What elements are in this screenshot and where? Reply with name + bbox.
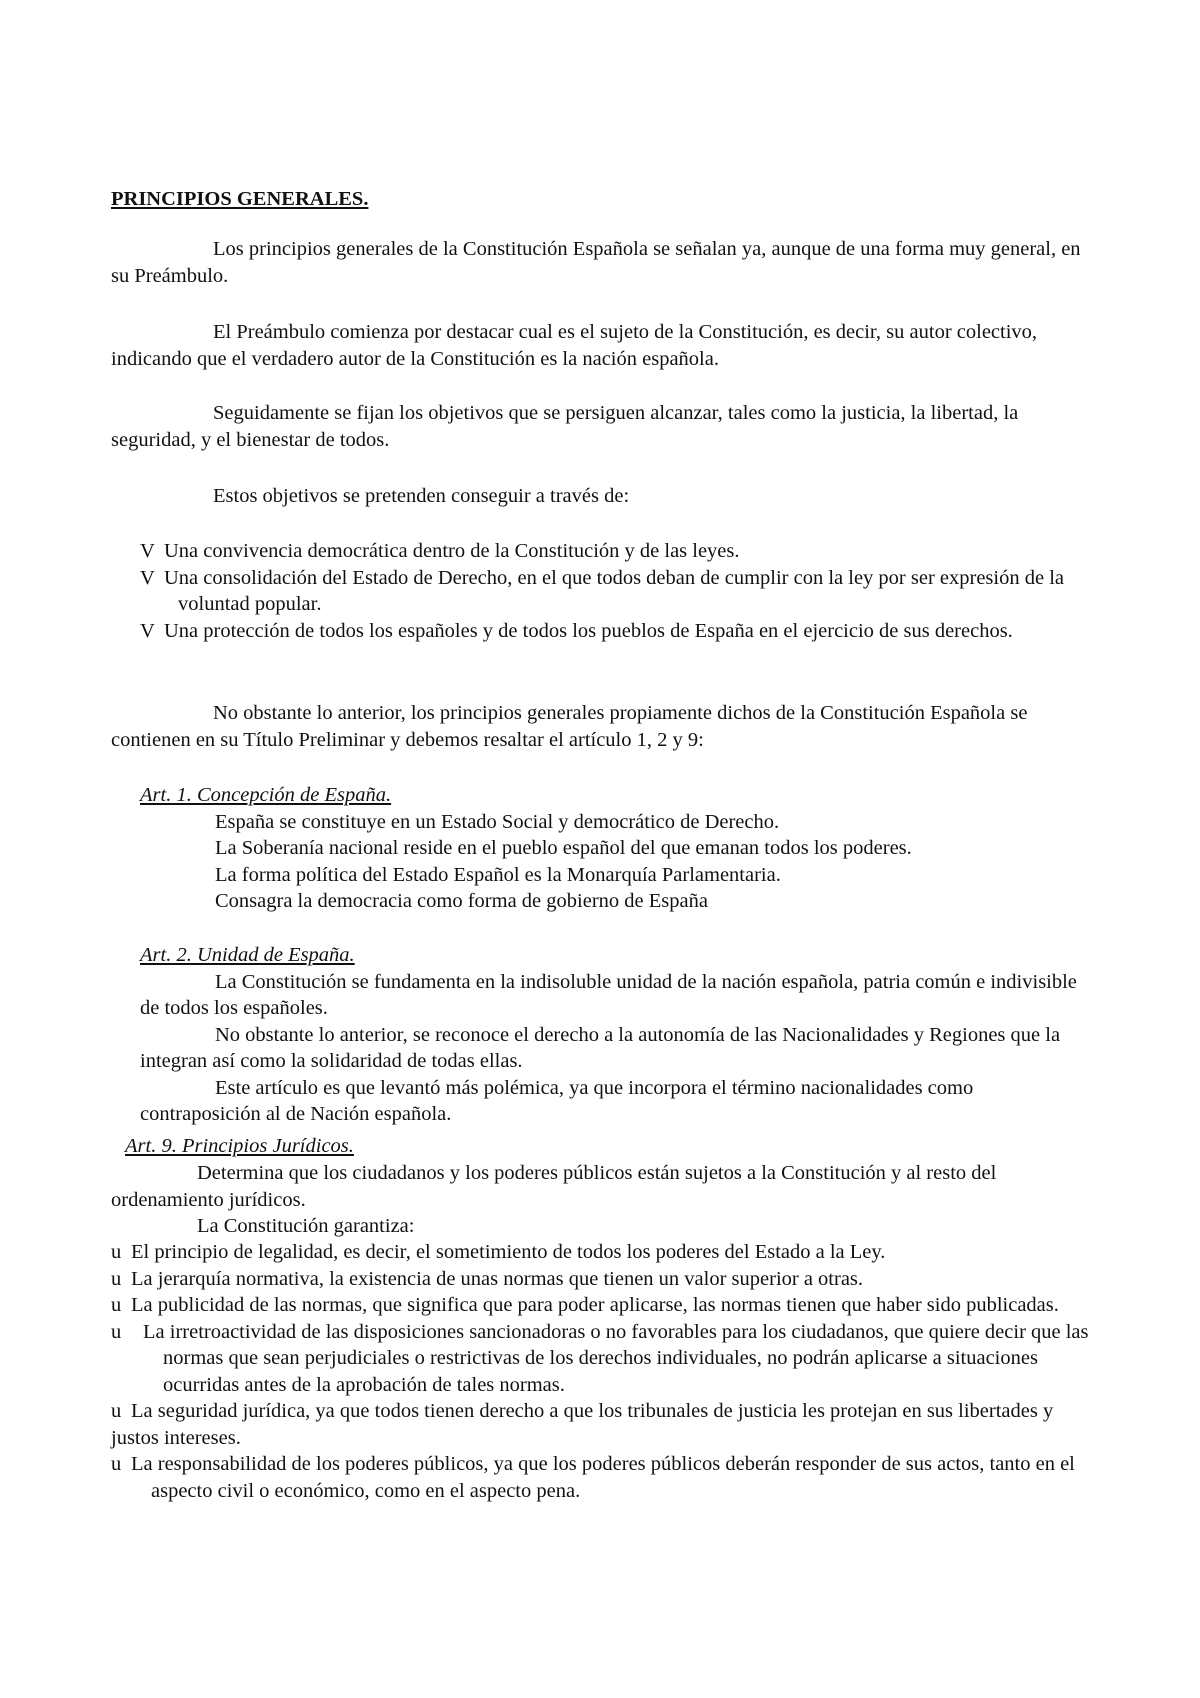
objectives-list (140, 538, 1100, 644)
article-line: Consagra la democracia como forma de gobierno de España (215, 890, 708, 912)
paragraph-preamble: Los principios generales de la Constitución Española se señalan ya, aunque de una forma muy general, en su Preámbulo. (111, 238, 1081, 287)
guarantees-list (111, 1239, 1101, 1504)
bullet-marker: u (111, 1294, 122, 1316)
bullet-marker: V (140, 619, 155, 642)
page-title: PRINCIPIOS GENERALES. (111, 188, 369, 210)
bullet-marker: u (111, 1400, 122, 1422)
paragraph-objectives: Seguidamente se fijan los objetivos que se persiguen alcanzar, tales como la justicia, la libertad, la seguridad, y el bienestar de todos. (111, 402, 1019, 451)
article-1 (140, 782, 1090, 915)
list-item: u La responsabilidad de los poderes públicos, ya que los poderes públicos deberán responder de sus actos, tanto en el aspecto civil o económico, como en el aspecto pena. (111, 1453, 1075, 1502)
list-item: u La irretroactividad de las disposiciones sancionadoras o no favorables para los ciudadanos, que quiere decir que las normas que sean perjudiciales o restrictivas de los derechos individuales, no podrán aplicarse a situaciones ocurridas antes de la aprobación de tales normas. (111, 1320, 1089, 1396)
list-item: V Una protección de todos los españoles y de todos los pueblos de España en el ejercicio de sus derechos. (140, 618, 1100, 645)
article-2 (140, 942, 1090, 1128)
bullet-marker: u (111, 1267, 122, 1290)
article-9-heading: Art. 9. Principios Jurídicos. (125, 1135, 354, 1157)
article-line: La Soberanía nacional reside en el pueblo español del que emanan todos los poderes. (215, 837, 912, 859)
list-item: V Una consolidación del Estado de Derecho, en el que todos deban de cumplir con la ley por ser expresión de la voluntad popular. (140, 566, 1064, 615)
article-1-heading: Art. 1. Concepción de España. (140, 784, 392, 806)
article-9 (125, 1133, 1100, 1160)
list-item: u La publicidad de las normas, que significa que para poder aplicarse, las normas tienen que haber sido publicadas. (111, 1292, 1101, 1319)
article-line: La forma política del Estado Español es la Monarquía Parlamentaria. (215, 863, 781, 886)
bullet-marker: V (140, 540, 155, 562)
article-paragraph: Este artículo es que levantó más polémica, ya que incorpora el término nacionalidades como contraposición al de Nación española. (140, 1076, 974, 1125)
list-item: u El principio de legalidad, es decir, el sometimiento de todos los poderes del Estado a la Ley. (111, 1239, 1101, 1266)
article-paragraph: No obstante lo anterior, se reconoce el derecho a la autonomía de las Nacionalidades y Regiones que la integran así como la solidaridad de todas ellas. (140, 1023, 1061, 1072)
article-9-intro: Determina que los ciudadanos y los poderes públicos están sujetos a la Constitución y al resto del ordenamiento jurídicos. (111, 1162, 997, 1211)
bullet-marker: u (111, 1453, 122, 1475)
paragraph-means: Estos objetivos se pretenden conseguir a través de: (213, 485, 630, 507)
article-paragraph: La Constitución se fundamenta en la indisoluble unidad de la nación española, patria común e indivisible de todos los españoles. (140, 970, 1077, 1019)
article-2-heading: Art. 2. Unidad de España. (140, 944, 355, 966)
paragraph-articles-intro: No obstante lo anterior, los principios generales propiamente dichos de la Constitución Española se contienen en su Título Preliminar y debemos resaltar el artículo 1, 2 y 9: (111, 702, 1028, 751)
list-item: u La seguridad jurídica, ya que todos tienen derecho a que los tribunales de justicia les protejan en sus libertades y justos intereses. (111, 1400, 1054, 1449)
bullet-marker: u (111, 1241, 122, 1263)
list-item: V Una convivencia democrática dentro de la Constitución y de las leyes. (140, 538, 1100, 565)
bullet-marker: u (111, 1320, 122, 1343)
list-item: u La jerarquía normativa, la existencia de unas normas que tienen un valor superior a otras. (111, 1266, 1101, 1293)
paragraph-subject: El Preámbulo comienza por destacar cual es el sujeto de la Constitución, es decir, su autor colectivo, indicando que el verdadero autor de la Constitución es la nación española. (111, 321, 1038, 370)
article-line: España se constituye en un Estado Social y democrático de Derecho. (215, 810, 780, 833)
bullet-marker: V (140, 566, 155, 589)
article-9-guarantees-label: La Constitución garantiza: (197, 1215, 415, 1237)
